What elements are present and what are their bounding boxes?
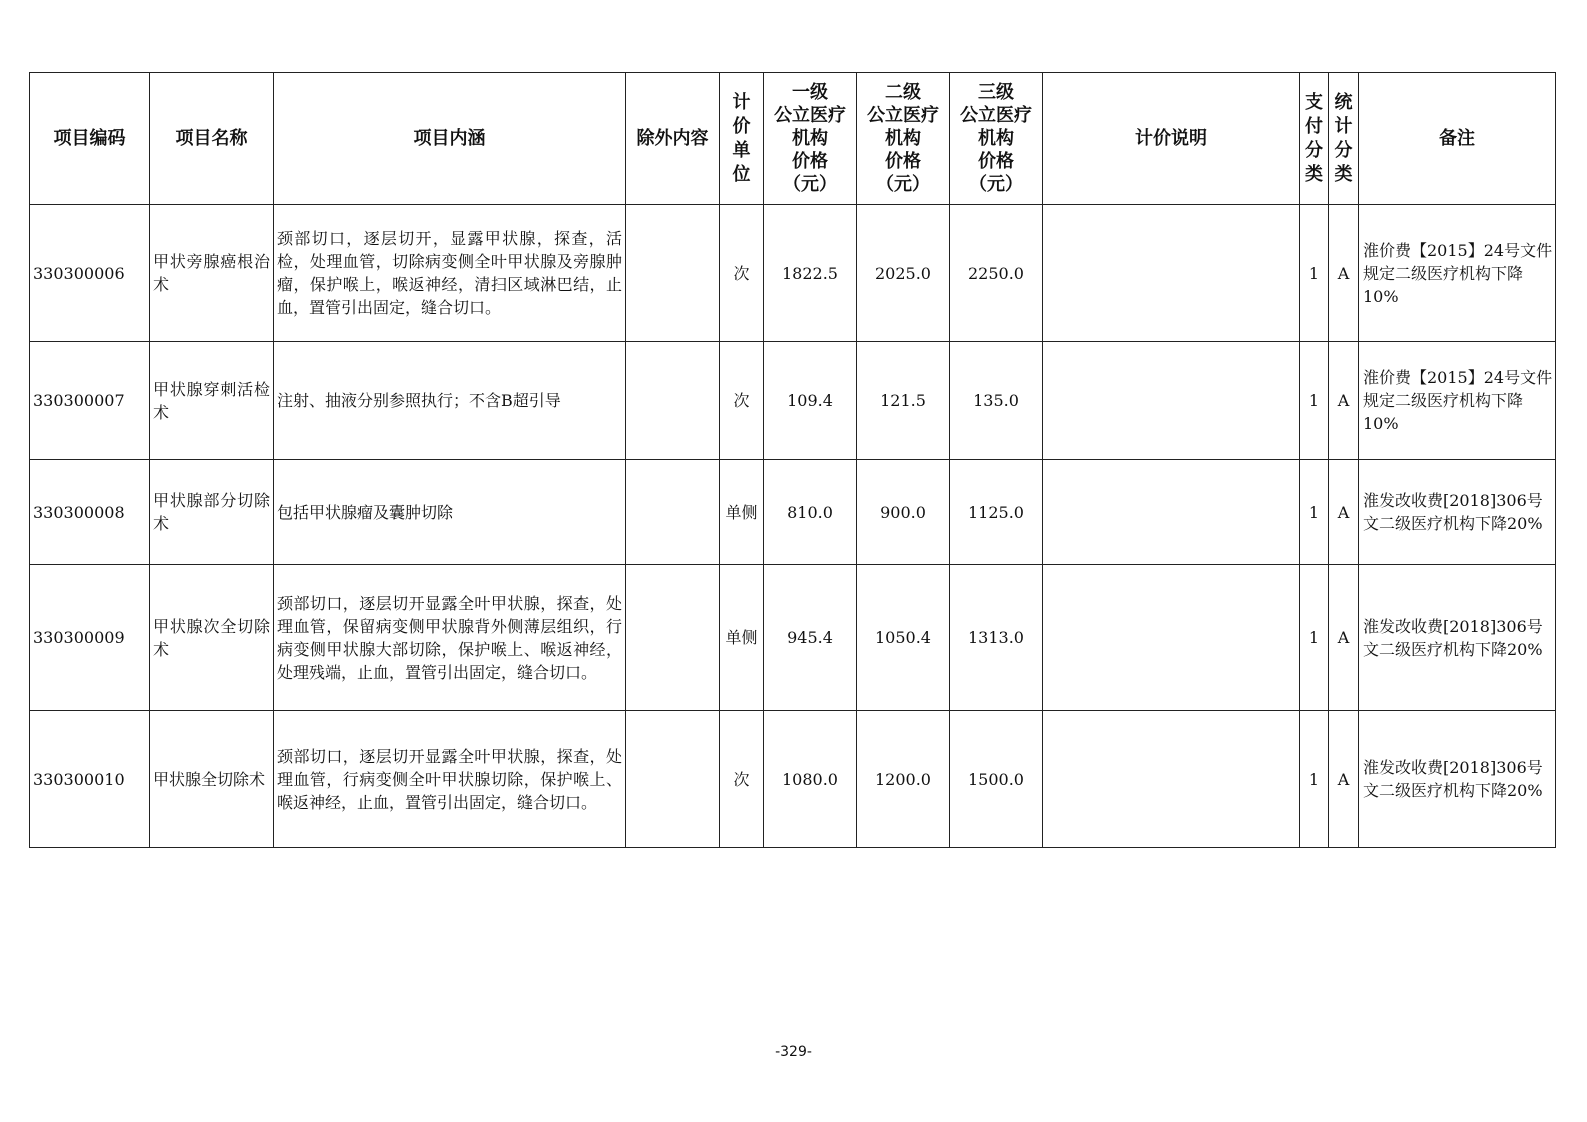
cell-exclude [626, 711, 720, 848]
cell-exclude [626, 205, 720, 342]
cell-content: 颈部切口，逐层切开，显露甲状腺，探查，活检，处理血管，切除病变侧全叶甲状腺及旁腺肿瘤，保护喉上，喉返神经，清扫区域淋巴结，止血，置管引出固定，缝合切口。 [274, 205, 626, 342]
cell-price-level3: 2250.0 [950, 205, 1043, 342]
header-level1-line: 机构 [792, 128, 828, 149]
header-level3-line: 机构 [978, 128, 1014, 149]
header-level2-line: （元） [876, 174, 930, 195]
cell-unit: 单侧 [720, 565, 764, 711]
cell-exclude [626, 342, 720, 460]
cell-remark: 淮发改收费[2018]306号文二级医疗机构下降20% [1359, 711, 1556, 848]
cell-stat-type: A [1329, 205, 1359, 342]
cell-code: 330300010 [30, 711, 150, 848]
cell-price-level2: 1050.4 [857, 565, 950, 711]
header-level3-line: 公立医疗 [960, 105, 1032, 126]
cell-unit: 单侧 [720, 460, 764, 565]
cell-price-level1: 109.4 [764, 342, 857, 460]
header-level1-line: 一级 [792, 82, 828, 103]
table-row [30, 460, 1556, 565]
header-exclude: 除外内容 [626, 73, 720, 205]
table-row [30, 342, 1556, 460]
cell-price-level2: 900.0 [857, 460, 950, 565]
cell-explanation [1043, 460, 1300, 565]
cell-explanation [1043, 205, 1300, 342]
cell-content: 包括甲状腺瘤及囊肿切除 [274, 460, 626, 565]
cell-code: 330300006 [30, 205, 150, 342]
header-level1-price [764, 73, 857, 205]
cell-price-level2: 2025.0 [857, 205, 950, 342]
header-level2-price [857, 73, 950, 205]
header-explanation: 计价说明 [1043, 73, 1300, 205]
header-level1-line: 公立医疗 [774, 105, 846, 126]
cell-explanation [1043, 565, 1300, 711]
cell-pay-type: 1 [1300, 711, 1329, 848]
cell-pay-type: 1 [1300, 342, 1329, 460]
header-level3-price [950, 73, 1043, 205]
cell-pay-type: 1 [1300, 460, 1329, 565]
cell-name: 甲状腺部分切除术 [150, 460, 274, 565]
header-code: 项目编码 [30, 73, 150, 205]
cell-content: 颈部切口，逐层切开显露全叶甲状腺，探查，处理血管，保留病变侧甲状腺背外侧薄层组织，行病变侧甲状腺大部切除，保护喉上、喉返神经，处理残端，止血，置管引出固定，缝合切口。 [274, 565, 626, 711]
header-level3-line: 价格 [978, 151, 1014, 172]
cell-exclude [626, 565, 720, 711]
cell-exclude [626, 460, 720, 565]
cell-pay-type: 1 [1300, 205, 1329, 342]
cell-name: 甲状腺穿刺活检术 [150, 342, 274, 460]
cell-price-level2: 121.5 [857, 342, 950, 460]
cell-price-level3: 135.0 [950, 342, 1043, 460]
header-pay-type-text: 支付分类 [1305, 91, 1323, 185]
cell-price-level3: 1500.0 [950, 711, 1043, 848]
cell-explanation [1043, 711, 1300, 848]
cell-stat-type: A [1329, 565, 1359, 711]
cell-stat-type: A [1329, 342, 1359, 460]
cell-price-level1: 945.4 [764, 565, 857, 711]
cell-price-level2: 1200.0 [857, 711, 950, 848]
page-number: -329- [775, 1044, 812, 1060]
header-level3-line: （元） [969, 174, 1023, 195]
cell-name: 甲状腺全切除术 [150, 711, 274, 848]
cell-stat-type: A [1329, 711, 1359, 848]
cell-name: 甲状旁腺癌根治术 [150, 205, 274, 342]
cell-unit: 次 [720, 342, 764, 460]
cell-unit: 次 [720, 711, 764, 848]
cell-remark: 淮发改收费[2018]306号文二级医疗机构下降20% [1359, 460, 1556, 565]
cell-code: 330300008 [30, 460, 150, 565]
cell-stat-type: A [1329, 460, 1359, 565]
header-stat-type [1329, 73, 1359, 205]
cell-content: 注射、抽液分别参照执行；不含B超引导 [274, 342, 626, 460]
header-level1-line: 价格 [792, 151, 828, 172]
cell-price-level1: 1822.5 [764, 205, 857, 342]
table-row [30, 205, 1556, 342]
header-level3-line: 三级 [978, 82, 1014, 103]
cell-remark: 淮价费【2015】24号文件规定二级医疗机构下降10% [1359, 205, 1556, 342]
header-level2-line: 价格 [885, 151, 921, 172]
header-level2-line: 公立医疗 [867, 105, 939, 126]
cell-price-level3: 1125.0 [950, 460, 1043, 565]
table-row [30, 711, 1556, 848]
cell-code: 330300009 [30, 565, 150, 711]
cell-explanation [1043, 342, 1300, 460]
cell-unit: 次 [720, 205, 764, 342]
cell-code: 330300007 [30, 342, 150, 460]
header-pay-type [1300, 73, 1329, 205]
header-row [30, 73, 1556, 205]
header-level2-line: 二级 [885, 82, 921, 103]
price-table [29, 72, 1556, 848]
header-level1-line: （元） [783, 174, 837, 195]
header-remark: 备注 [1359, 73, 1556, 205]
header-level2-line: 机构 [885, 128, 921, 149]
cell-name: 甲状腺次全切除术 [150, 565, 274, 711]
cell-price-level1: 1080.0 [764, 711, 857, 848]
header-name: 项目名称 [150, 73, 274, 205]
cell-content: 颈部切口，逐层切开显露全叶甲状腺，探查，处理血管，行病变侧全叶甲状腺切除，保护喉上、喉返神经，止血，置管引出固定，缝合切口。 [274, 711, 626, 848]
cell-remark: 淮价费【2015】24号文件规定二级医疗机构下降10% [1359, 342, 1556, 460]
cell-price-level3: 1313.0 [950, 565, 1043, 711]
header-unit [720, 73, 764, 205]
header-content: 项目内涵 [274, 73, 626, 205]
header-unit-text: 计价单位 [732, 91, 751, 185]
cell-remark: 淮发改收费[2018]306号文二级医疗机构下降20% [1359, 565, 1556, 711]
header-stat-type-text: 统计分类 [1334, 91, 1353, 185]
cell-pay-type: 1 [1300, 565, 1329, 711]
cell-price-level1: 810.0 [764, 460, 857, 565]
table-row [30, 565, 1556, 711]
